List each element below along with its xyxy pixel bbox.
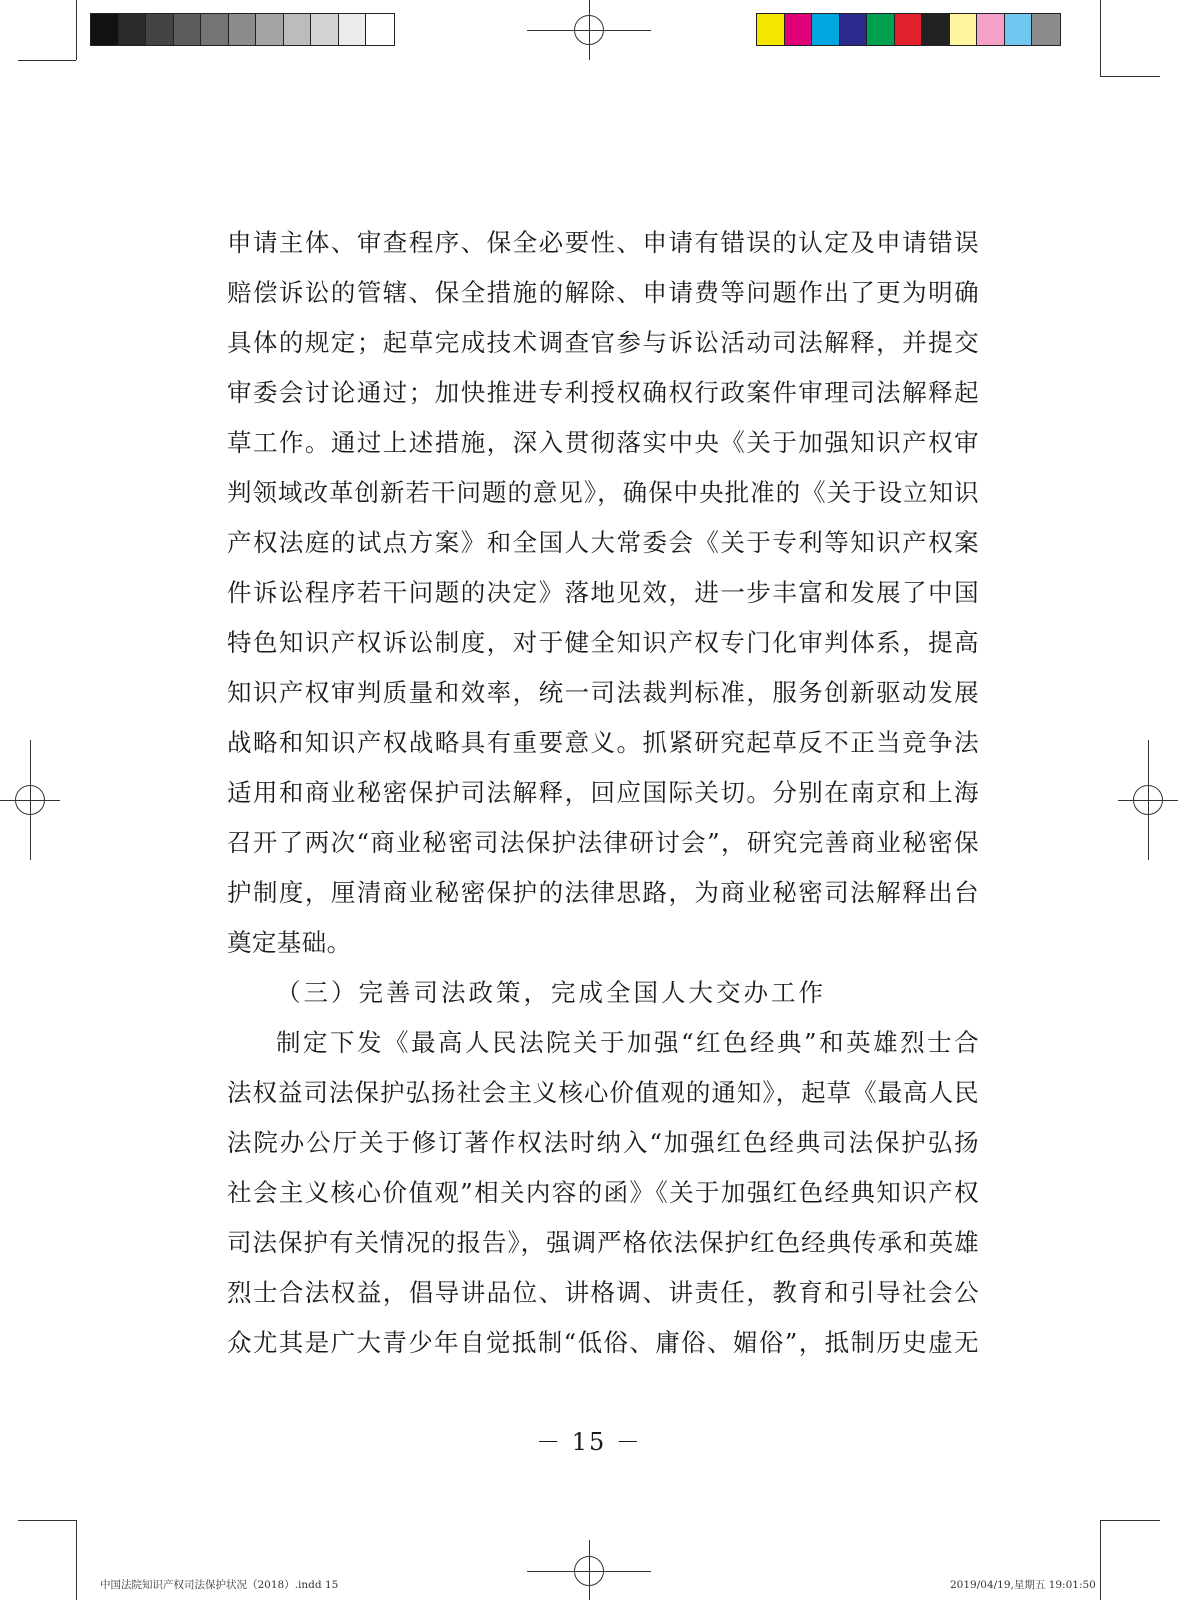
page-number: － 15 － [536,1428,642,1456]
body-line: 产权法庭的试点方案》和全国人大常委会《关于专利等知识产权案 [227,528,979,557]
body-line: 制定下发《最高人民法院关于加强“红色经典”和英雄烈士合 [276,1028,979,1057]
color-swatch [311,14,339,45]
color-swatch [119,14,147,45]
color-swatch [91,14,119,45]
body-line: 社会主义核心价值观”相关内容的函》《关于加强红色经典知识产权 [227,1178,979,1207]
body-line: 赔偿诉讼的管辖、保全措施的解除、申请费等问题作出了更为明确 [227,278,979,307]
body-line: 护制度，厘清商业秘密保护的法律思路，为商业秘密司法解释出台 [227,878,979,907]
color-swatch [785,14,813,45]
color-swatch [977,14,1005,45]
body-line: 奠定基础。 [227,928,352,957]
color-swatch [757,14,785,45]
color-swatch [284,14,312,45]
body-text [227,218,979,1368]
color-swatch [201,14,229,45]
body-line: 法权益司法保护弘扬社会主义核心价值观的通知》，起草《最高人民 [227,1078,979,1107]
process-color-bar [756,13,1061,46]
color-swatch [146,14,174,45]
body-line: 战略和知识产权战略具有重要意义。抓紧研究起草反不正当竞争法 [227,728,979,757]
body-line: 烈士合法权益，倡导讲品位、讲格调、讲责任，教育和引导社会公 [227,1278,979,1307]
section-heading: （三）完善司法政策，完成全国人大交办工作 [276,978,826,1007]
color-swatch [840,14,868,45]
body-line: 司法保护有关情况的报告》，强调严格依法保护红色经典传承和英雄 [227,1228,979,1257]
body-line: 件诉讼程序若干问题的决定》落地见效，进一步丰富和发展了中国 [227,578,979,607]
color-swatch [812,14,840,45]
body-line: 召开了两次“商业秘密司法保护法律研讨会”，研究完善商业秘密保 [227,828,979,857]
body-line: 草工作。通过上述措施，深入贯彻落实中央《关于加强知识产权审 [227,428,979,457]
body-line: 判领域改革创新若干问题的意见》，确保中央批准的《关于设立知识 [227,478,979,507]
color-swatch [922,14,950,45]
color-swatch [867,14,895,45]
color-swatch [895,14,923,45]
color-swatch [256,14,284,45]
body-line: 申请主体、审查程序、保全必要性、申请有错误的认定及申请错误 [227,228,979,257]
body-line: 知识产权审判质量和效率，统一司法裁判标准，服务创新驱动发展 [227,678,979,707]
color-swatch [1005,14,1033,45]
body-line: 审委会讨论通过；加快推进专利授权确权行政案件审理司法解释起 [227,378,979,407]
body-line: 具体的规定；起草完成技术调查官参与诉讼活动司法解释，并提交 [227,328,979,357]
body-line: 适用和商业秘密保护司法解释，回应国际关切。分别在南京和上海 [227,778,979,807]
color-swatch [366,14,394,45]
color-swatch [174,14,202,45]
footer-timestamp: 2019/04/19,星期五 19:01:50 [950,1579,1096,1591]
body-line: 特色知识产权诉讼制度，对于健全知识产权专门化审判体系，提高 [227,628,979,657]
color-swatch [950,14,978,45]
body-line: 法院办公厅关于修订著作权法时纳入“加强红色经典司法保护弘扬 [227,1128,979,1157]
color-swatch [339,14,367,45]
color-swatch [1032,14,1060,45]
color-swatch [229,14,257,45]
footer-file-name: 中国法院知识产权司法保护状况（2018）.indd 15 [100,1579,339,1591]
body-line: 众尤其是广大青少年自觉抵制“低俗、庸俗、媚俗”，抵制历史虚无 [227,1328,979,1357]
grayscale-color-bar [90,13,395,46]
